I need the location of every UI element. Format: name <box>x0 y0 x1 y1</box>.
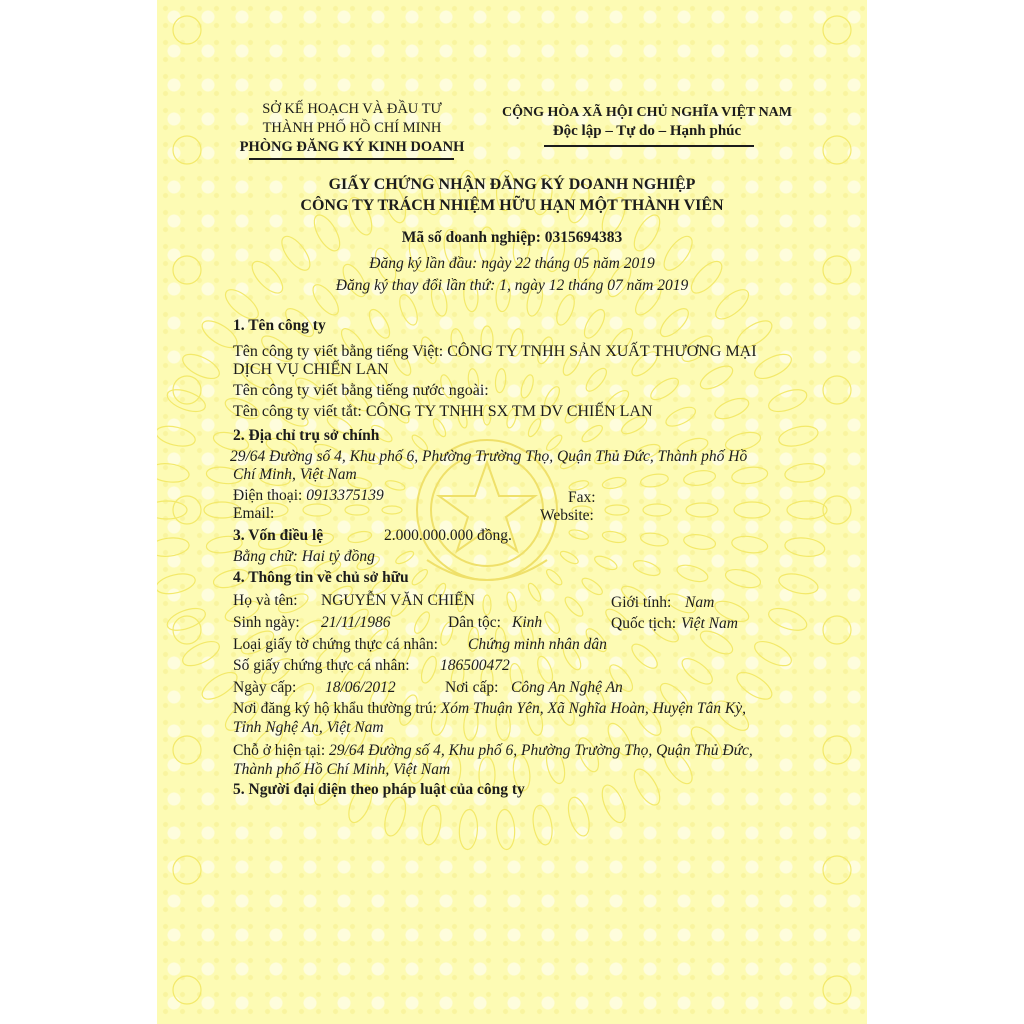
border-knot <box>823 376 851 404</box>
rosette-petal <box>766 604 810 635</box>
border-knot <box>173 136 201 164</box>
dob-value: 21/11/1986 <box>321 614 391 631</box>
rosette-petal <box>686 503 718 517</box>
rosette-petal <box>418 654 439 684</box>
issue-date-label: Ngày cấp: <box>233 679 297 696</box>
rosette-petal <box>157 570 197 597</box>
rosette-petal <box>766 385 810 416</box>
rosette-petal <box>544 567 564 587</box>
rosette-petal <box>494 368 506 393</box>
phone-value: 0913375139 <box>302 487 384 504</box>
rosette-petal <box>164 604 208 635</box>
vn-name-line2: DỊCH VỤ CHIẾN LAN <box>233 361 389 378</box>
issue-place-value: Công An Nghệ An <box>511 679 623 696</box>
fax-label: Fax: <box>568 489 596 506</box>
rosette-petal <box>519 373 536 399</box>
first-registration-label: Đăng ký lần đầu: <box>369 255 478 272</box>
rosette-petal <box>751 349 795 383</box>
border-knot <box>823 16 851 44</box>
rosette-petal <box>628 640 661 672</box>
border-knot <box>823 496 851 524</box>
border-knot <box>823 616 851 644</box>
rosette-petal <box>580 423 605 445</box>
rosette-petal <box>751 637 795 671</box>
website-label: Website: <box>540 507 594 524</box>
rosette-petal <box>564 795 593 838</box>
motto-underline <box>544 145 754 147</box>
border-knot <box>173 856 201 884</box>
rosette-petal <box>712 394 751 423</box>
phone <box>233 487 384 505</box>
ethnicity-label: Dân tộc: <box>448 614 501 631</box>
rosette-petal <box>419 804 444 847</box>
rosette-petal <box>643 504 671 516</box>
rosette-petal <box>483 595 491 615</box>
section1-heading: 1. Tên công ty <box>233 317 326 334</box>
id-type-value: Chứng minh nhân dân <box>468 636 607 653</box>
ministry-dept: SỞ KẾ HOẠCH VÀ ĐẦU TƯ <box>262 101 442 117</box>
rosette-petal <box>365 306 393 341</box>
address-line1: 29/64 Đường số 4, Khu phố 6, Phường Trường Thọ, Quận Thủ Đức, Thành phố Hồ <box>230 448 748 465</box>
border-knot <box>823 736 851 764</box>
rosette-petal <box>381 795 410 838</box>
change-registration <box>157 277 867 295</box>
rosette-petal <box>731 465 769 486</box>
section3-heading: 3. Vốn điều lệ <box>233 527 324 544</box>
nationality-value: Việt Nam <box>681 615 738 632</box>
rosette-petal <box>580 575 605 597</box>
rosette-petal <box>663 403 698 429</box>
rosette-petal <box>347 530 373 545</box>
issue-date-value: 18/06/2012 <box>325 679 396 696</box>
city-name: THÀNH PHỐ HỒ CHÍ MINH <box>262 120 442 136</box>
rosette-petal <box>683 533 717 552</box>
rosette-petal <box>382 506 402 514</box>
rosette-petal <box>777 423 820 450</box>
first-registration-value: ngày 22 tháng 05 năm 2019 <box>477 255 655 272</box>
header-left <box>217 100 487 157</box>
rosette-petal <box>697 362 736 394</box>
border-knot <box>823 136 851 164</box>
id-number-label: Số giấy chứng thực cá nhân: <box>233 657 410 674</box>
capital-amount: 2.000.000.000 đồng. <box>384 527 512 544</box>
rosette-petal <box>157 462 190 485</box>
rosette-petal <box>777 570 820 597</box>
rosette-petal <box>731 534 769 555</box>
rosette-petal <box>410 567 430 587</box>
email-label: Email: <box>233 505 275 522</box>
issue-place-label: Nơi cấp: <box>445 679 499 696</box>
household-value-line1: Xóm Thuận Yên, Xã Nghĩa Hoàn, Huyện Tân Kỳ, <box>436 700 747 717</box>
rosette-petal <box>598 782 630 826</box>
residence-value-line1: 29/64 Đường số 4, Khu phố 6, Phường Trường Thọ, Quận Thủ Đức, <box>325 742 753 759</box>
rosette-petal <box>733 667 776 704</box>
header-right <box>497 103 797 141</box>
rosette-petal <box>412 610 433 636</box>
rosette-petal <box>179 637 223 671</box>
national-motto: Độc lập – Tự do – Hạnh phúc <box>552 123 742 139</box>
rosette-petal <box>593 553 619 572</box>
rosette-petal <box>495 809 515 850</box>
rosette-petal <box>580 306 608 341</box>
rosette-petal <box>678 654 716 689</box>
gender-label: Giới tính: <box>611 594 672 611</box>
border-knot <box>173 616 201 644</box>
rosette-petal <box>647 374 681 404</box>
rosette-petal <box>683 469 717 488</box>
company-type-title: CÔNG TY TRÁCH NHIỆM HỮU HẠN MỘT THÀNH VIÊN <box>300 197 724 214</box>
rosette-petal <box>396 292 421 327</box>
gender-value: Nam <box>685 594 715 611</box>
household-value-line2: Tỉnh Nghệ An, Việt Nam <box>233 719 384 736</box>
certificate-paper <box>157 0 867 1024</box>
section4-heading: 4. Thông tin về chủ sở hữu <box>233 569 409 586</box>
owner-name-value: NGUYỄN VĂN CHIẾN <box>321 592 475 609</box>
border-knot <box>823 856 851 884</box>
change-registration-value: 1, ngày 12 tháng 07 năm 2019 <box>495 277 689 294</box>
border-knot <box>173 736 201 764</box>
rosette-petal <box>583 365 610 394</box>
change-registration-label: Đăng ký thay đổi lần thứ: <box>335 277 496 294</box>
national-title: CỘNG HÒA XÃ HỘI CHỦ NGHĨA VIỆT NAM <box>501 105 792 120</box>
rosette-petal <box>605 505 629 515</box>
rosette-petal <box>629 765 665 809</box>
rosette-petal <box>303 504 331 516</box>
office-underline <box>249 158 454 160</box>
rosette-petal <box>601 530 627 545</box>
border-knot <box>173 16 201 44</box>
ethnicity-value: Kinh <box>512 614 543 631</box>
certificate-title: GIẤY CHỨNG NHẬN ĐĂNG KÝ DOANH NGHIỆP <box>328 176 696 193</box>
rosette-petal <box>542 610 563 636</box>
rosette-petal <box>157 536 190 559</box>
rosette-petal <box>385 479 406 492</box>
vn-name-line1: Tên công ty viết bằng tiếng Việt: CÔNG TY TNHH SẢN XUẤT THƯƠNG MẠI <box>233 343 757 360</box>
border-knot <box>173 376 201 404</box>
border-knot <box>173 976 201 1004</box>
rosette-petal <box>559 549 580 566</box>
nationality-label: Quốc tịch: <box>611 615 676 632</box>
first-registration <box>157 255 867 273</box>
phone-label: Điện thoại: <box>233 487 303 504</box>
rosette-petal <box>553 292 578 327</box>
section5-heading: 5. Người đại diện theo pháp luật của công ty <box>233 781 525 798</box>
owner-name-label: Họ và tên: <box>233 592 298 609</box>
rosette-petal <box>345 505 369 515</box>
residence-label: Chỗ ở hiện tại: <box>233 742 326 759</box>
rosette-petal <box>675 562 710 585</box>
rosette-petal <box>157 501 187 519</box>
rosette-petal <box>394 549 415 566</box>
foreign-name: Tên công ty viết bằng tiếng nước ngoài: <box>233 382 489 399</box>
rosette-petal <box>640 472 670 489</box>
dob-label: Sinh ngày: <box>233 614 300 631</box>
rosette-petal <box>784 462 826 485</box>
rosette-petal <box>505 591 518 612</box>
id-number-value: 186500472 <box>440 657 510 674</box>
rosette-petal <box>562 594 585 619</box>
rosette-petal <box>734 502 770 518</box>
residence <box>233 742 753 760</box>
rosette-petal <box>530 804 555 847</box>
section2-heading: 2. Địa chỉ trụ sở chính <box>233 427 380 444</box>
rosette-petal <box>157 423 197 450</box>
rosette-petal <box>526 582 543 603</box>
rosette-petal <box>179 349 223 383</box>
border-knot <box>173 496 201 524</box>
household-label: Nơi đăng ký hộ khẩu thường trú: <box>233 700 437 717</box>
short-name: Tên công ty viết tắt: CÔNG TY TNHH SX TM DV CHIẾN LAN <box>233 403 653 420</box>
border-knot <box>823 976 851 1004</box>
household <box>233 700 746 718</box>
rosette-petal <box>787 501 827 519</box>
residence-value-line2: Thành phố Hồ Chí Minh, Việt Nam <box>233 761 451 778</box>
rosette-petal <box>656 304 693 341</box>
rosette-petal <box>784 536 826 559</box>
rosette-petal <box>724 566 763 591</box>
rosette-petal <box>640 531 670 548</box>
rosette-petal <box>631 558 661 579</box>
address-line2: Chí Minh, Việt Nam <box>233 466 357 483</box>
enterprise-code: Mã số doanh nghiệp: 0315694383 <box>401 229 623 246</box>
rosette-petal <box>601 476 627 491</box>
rosette-petal <box>568 528 589 541</box>
rosette-petal <box>458 809 478 850</box>
capital-in-words: Bằng chữ: Hai tỷ đồng <box>233 548 375 565</box>
office-name: PHÒNG ĐĂNG KÝ KINH DOANH <box>239 139 465 155</box>
rosette-petal <box>164 385 208 416</box>
id-type-label: Loại giấy tờ chứng thực cá nhân: <box>233 636 438 653</box>
